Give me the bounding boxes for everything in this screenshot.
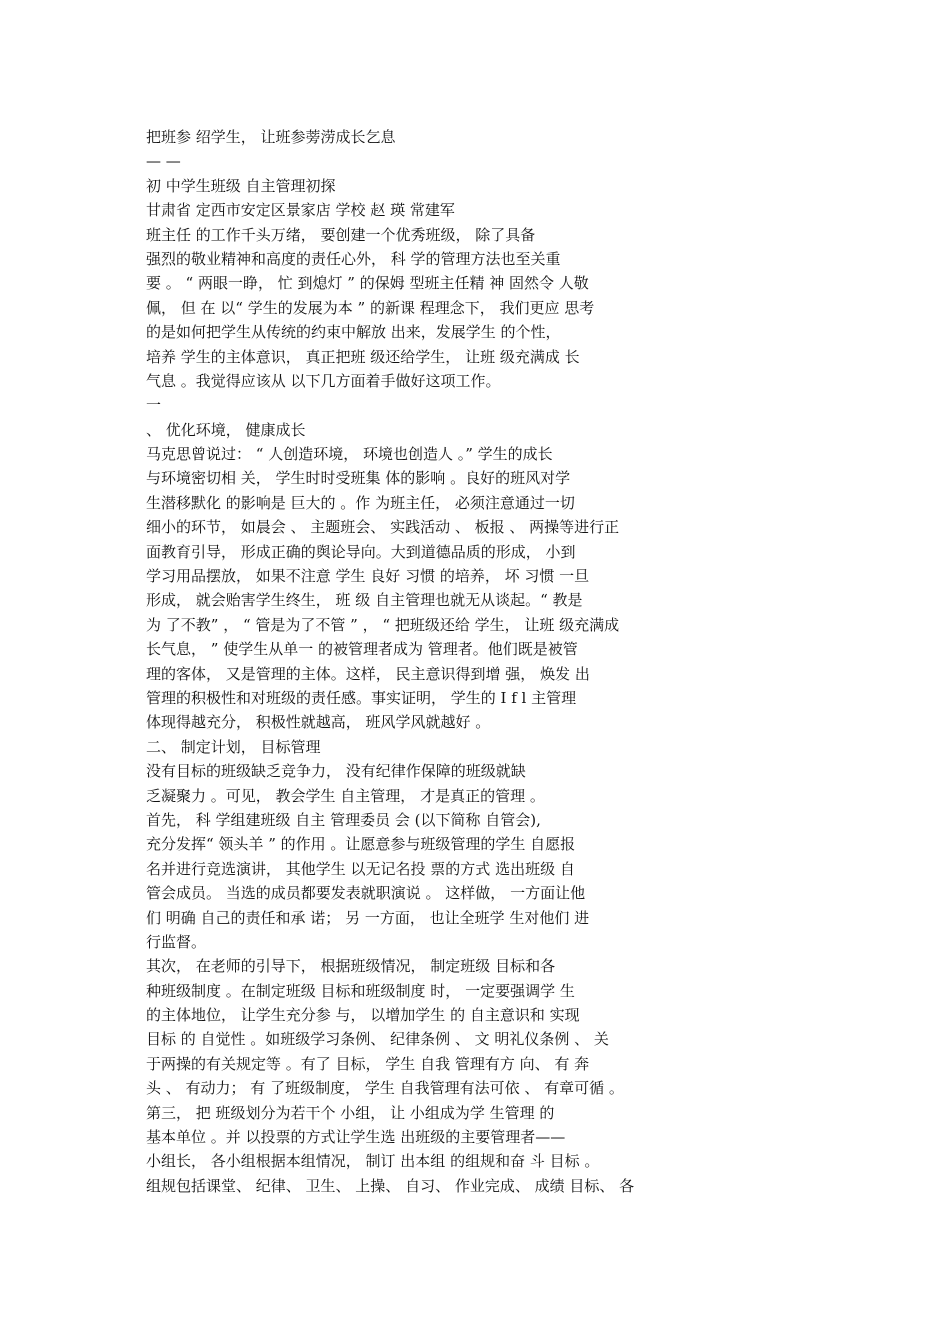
text-line: 气息 。我觉得应该从 以下几方面着手做好这项工作。 (146, 371, 501, 390)
text-line: — — (146, 152, 181, 171)
text-line: 管理的积极性和对班级的责任感。事实证明， 学生的 I f l 主管理 (146, 688, 577, 707)
text-line: 二、 制定计划， 目标管理 (146, 737, 321, 756)
document-body (146, 125, 746, 1198)
text-line: 班主任 的工作千头万绪， 要创建一个优秀班级， 除了具备 (146, 225, 536, 244)
text-line: 面教育引导， 形成正确的舆论导向。大到道德品质的形成， 小到 (146, 542, 576, 561)
text-line: 长气息， ” 使学生从单一 的被管理者成为 管理者。他们既是被管 (146, 640, 578, 659)
text-line: 首先， 科 学组建班级 自主 管理委员 会 (以下简称 自管会), (146, 810, 541, 829)
text-line: 第三， 把 班级划分为若干个 小组， 让 小组成为学 生管理 的 (146, 1103, 555, 1122)
text-line: 的主体地位， 让学生充分参 与， 以增加学生 的 自主意识和 实现 (146, 1006, 580, 1025)
text-line: 形成， 就会贻害学生终生， 班 级 自主管理也就无从谈起。“ 教是 (146, 591, 583, 610)
text-line: 一 (146, 396, 162, 415)
text-line: 没有目标的班级缺乏竞争力， 没有纪律作保障的班级就缺 (146, 762, 526, 781)
text-line: 种班级制度 。在制定班级 目标和班级制度 时， 一定要强调学 生 (146, 981, 575, 1000)
text-line: 管会成员。 当选的成员都要发表就职演说 。 这样做， 一方面让他 (146, 884, 586, 903)
text-line: 强烈的敬业精神和高度的责任心外， 科 学的管理方法也至关重 (146, 249, 561, 268)
text-line: 乏凝聚力 。可见， 教会学生 自主管理， 才是真正的管理 。 (146, 786, 545, 805)
text-line: 理的客体， 又是管理的主体。这样， 民主意识得到增 强， 焕发 出 (146, 664, 590, 683)
text-line: 培养 学生的主体意识， 真正把班 级还给学生， 让班 级充满成 长 (146, 347, 580, 366)
text-line: 基本单位 。并 以投票的方式让学生选 出班级的主要管理者—— (146, 1128, 566, 1147)
text-line: 、 优化环境， 健康成长 (146, 420, 306, 439)
text-line: 初 中学生班级 自主管理初探 (146, 176, 336, 195)
text-line: 马克思曾说过： “ 人创造环境， 环境也创造人 。” 学生的成长 (146, 445, 553, 464)
text-line: 名并进行竞选演讲， 其他学生 以无记名投 票的方式 选出班级 自 (146, 859, 575, 878)
text-line: 体现得越充分， 积极性就越高， 班风学风就越好 。 (146, 713, 491, 732)
text-line: 目标 的 自觉性 。如班级学习条例、 纪律条例 、 文 明礼仪条例 、 关 (146, 1030, 609, 1049)
text-line: 于两操的有关规定等 。有了 目标， 学生 自我 管理有方 向、 有 奔 (146, 1054, 590, 1073)
text-line: 们 明确 自己的责任和承 诺； 另 一方面， 也让全班学 生对他们 进 (146, 908, 590, 927)
text-line: 细小的环节， 如晨会 、 主题班会、 实践活动 、 板报 、 两操等进行正 (146, 518, 620, 537)
text-line: 组规包括课堂、 纪律、 卫生、 上操、 自习、 作业完成、 成绩 目标、 各 (146, 1176, 635, 1195)
text-line: 与环境密切相 关， 学生时时受班集 体的影响 。良好的班风对学 (146, 469, 571, 488)
text-line: 为 了不教” ， “ 管是为了不管 ” ， “ 把班级还给 学生， 让班 级充满成 (146, 615, 620, 634)
text-line: 充分发挥“ 领头羊 ” 的作用 。让愿意参与班级管理的学生 自愿报 (146, 835, 576, 854)
text-line: 行监督。 (146, 932, 207, 951)
document-title: 把班参 绍学生， 让班参蒡涝成长乞息 (146, 128, 396, 146)
text-line: 甘肃省 定西市安定区景家店 学校 赵 瑛 常建军 (146, 201, 455, 220)
text-line: 要 。 “ 两眼一睁， 忙 到熄灯 ” 的保姆 型班主任精 神 固然令 人敬 (146, 274, 589, 293)
text-line: 学习用品摆放， 如果不注意 学生 良好 习惯 的培养， 坏 习惯 一旦 (146, 567, 590, 586)
text-line: 佩， 但 在 以“ 学生的发展为本 ” 的新课 程理念下， 我们更应 思考 (146, 298, 595, 317)
text-line: 生潜移默化 的影响是 巨大的 。作 为班主任， 必须注意通过一切 (146, 493, 575, 512)
text-line: 小组长， 各小组根据本组情况， 制订 出本组 的组规和奋 斗 目标 。 (146, 1152, 600, 1171)
text-line: 其次， 在老师的引导下， 根据班级情况， 制定班级 目标和各 (146, 957, 556, 976)
text-line: 的是如何把学生从传统的约束中解放 出来，发展学生 的个性， (146, 323, 561, 342)
text-line: 头 、 有动力； 有 了班级制度， 学生 自我管理有法可依 、 有章可循 。 (146, 1079, 624, 1098)
